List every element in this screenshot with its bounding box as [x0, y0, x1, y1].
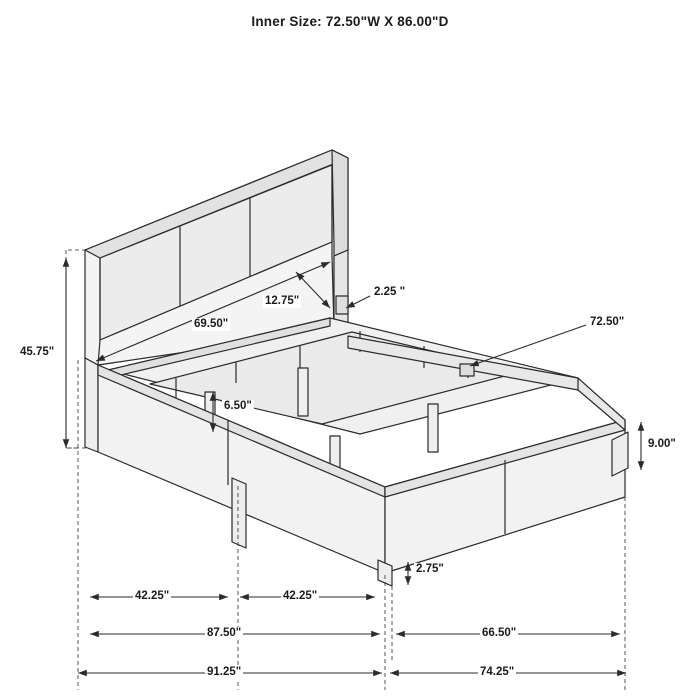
dim-line-rail-thickness — [346, 296, 370, 308]
dim-label-headboard-height: 45.75" — [20, 346, 55, 358]
dim-label-foot-right-span: 42.25" — [283, 590, 318, 602]
dim-label-overall-side-depth: 66.50" — [482, 627, 517, 639]
dim-label-rail-thickness: 2.25 " — [374, 286, 406, 298]
dim-label-overall-depth-front: 87.50" — [207, 627, 242, 639]
page-title: Inner Size: 72.50"W X 86.00"D — [251, 14, 449, 29]
dim-label-overall-depth-base: 91.25" — [207, 666, 242, 678]
dim-label-headboard-width: 69.50" — [194, 318, 229, 330]
dim-line-inner-width — [470, 325, 586, 366]
bed-body — [85, 150, 628, 586]
dim-label-inner-width: 72.50" — [590, 316, 625, 328]
foot-rail — [385, 420, 625, 573]
dim-label-foot-left-span: 42.25" — [135, 590, 170, 602]
dim-label-side-rail-height: 9.00" — [648, 438, 676, 450]
dim-label-leg-height: 2.75" — [416, 563, 444, 575]
dim-label-headboard-panel-height: 12.75" — [265, 295, 300, 307]
dim-label-overall-side-base: 74.25" — [480, 666, 515, 678]
dim-label-slat-clearance: 6.50" — [224, 400, 252, 412]
